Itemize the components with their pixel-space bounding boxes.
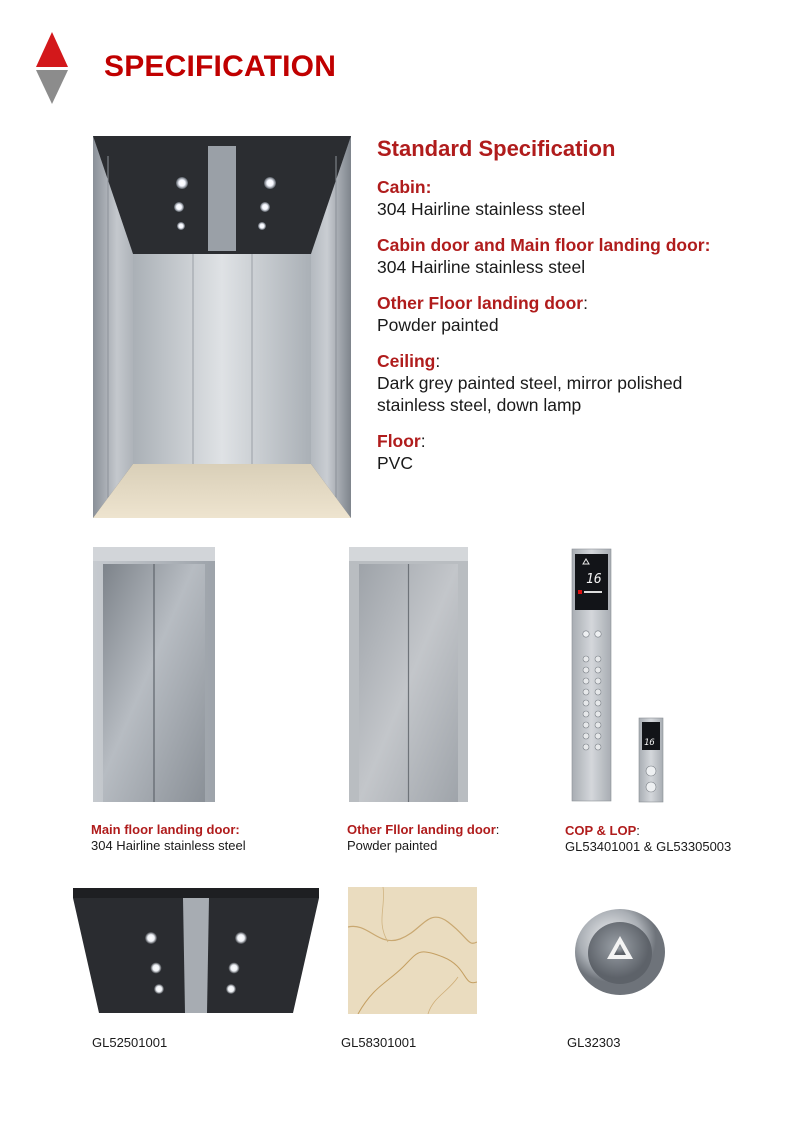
lop-floor-display: 16 (644, 738, 655, 748)
spec-label: Cabin: (377, 177, 432, 197)
ceiling-image (73, 888, 319, 1013)
spec-item-ceiling: Ceiling: Dark grey painted steel, mirror polished stainless steel, down lamp (377, 350, 777, 416)
spec-value: 304 Hairline stainless steel (377, 199, 586, 219)
page-title: SPECIFICATION (104, 50, 337, 83)
cop-lop-caption: COP & LOP: GL53401001 & GL53305003 (565, 823, 732, 854)
spec-label: Cabin door and Main floor landing door: (377, 235, 711, 255)
button-image (574, 908, 666, 996)
main-door-desc: 304 Hairline stainless steel (91, 838, 246, 853)
main-door-image (93, 547, 215, 802)
spec-value: Dark grey painted steel, mirror polished stainless steel, down lamp (377, 373, 683, 415)
logo-up-triangle (36, 32, 68, 67)
spec-value: Powder painted (377, 315, 499, 335)
other-door-caption: Other Fllor landing door: Powder painted (347, 822, 500, 853)
spec-item-other-door: Other Floor landing door: Powder painted (377, 292, 777, 336)
cabin-image (93, 136, 351, 518)
cop-floor-display: 16 (586, 572, 602, 587)
spec-value: PVC (377, 453, 413, 473)
spec-label: Floor (377, 431, 421, 451)
main-door-title: Main floor landing door: (91, 822, 240, 837)
cop-lop-title: COP & LOP (565, 823, 637, 838)
logo-down-triangle (36, 70, 68, 104)
other-door-title: Other Fllor landing door (347, 822, 496, 837)
spec-heading: Standard Specification (377, 136, 616, 161)
spec-item-floor: Floor: PVC (377, 430, 777, 474)
spec-label: Other Floor landing door (377, 293, 584, 313)
spec-panel (377, 136, 777, 488)
ceiling-code: GL52501001 (92, 1035, 168, 1050)
spec-value: 304 Hairline stainless steel (377, 257, 586, 277)
spec-label: Ceiling (377, 351, 436, 371)
spec-item-cabin-door (377, 234, 777, 278)
main-door-caption (91, 822, 246, 854)
cop-lop-desc: GL53401001 & GL53305003 (565, 839, 732, 854)
button-code: GL32303 (567, 1035, 621, 1050)
spec-item-cabin (377, 176, 777, 220)
floor-image (348, 887, 477, 1014)
cop-lop-image (565, 547, 670, 803)
other-door-desc: Powder painted (347, 838, 438, 853)
floor-code: GL58301001 (341, 1035, 417, 1050)
other-door-image (349, 547, 468, 802)
